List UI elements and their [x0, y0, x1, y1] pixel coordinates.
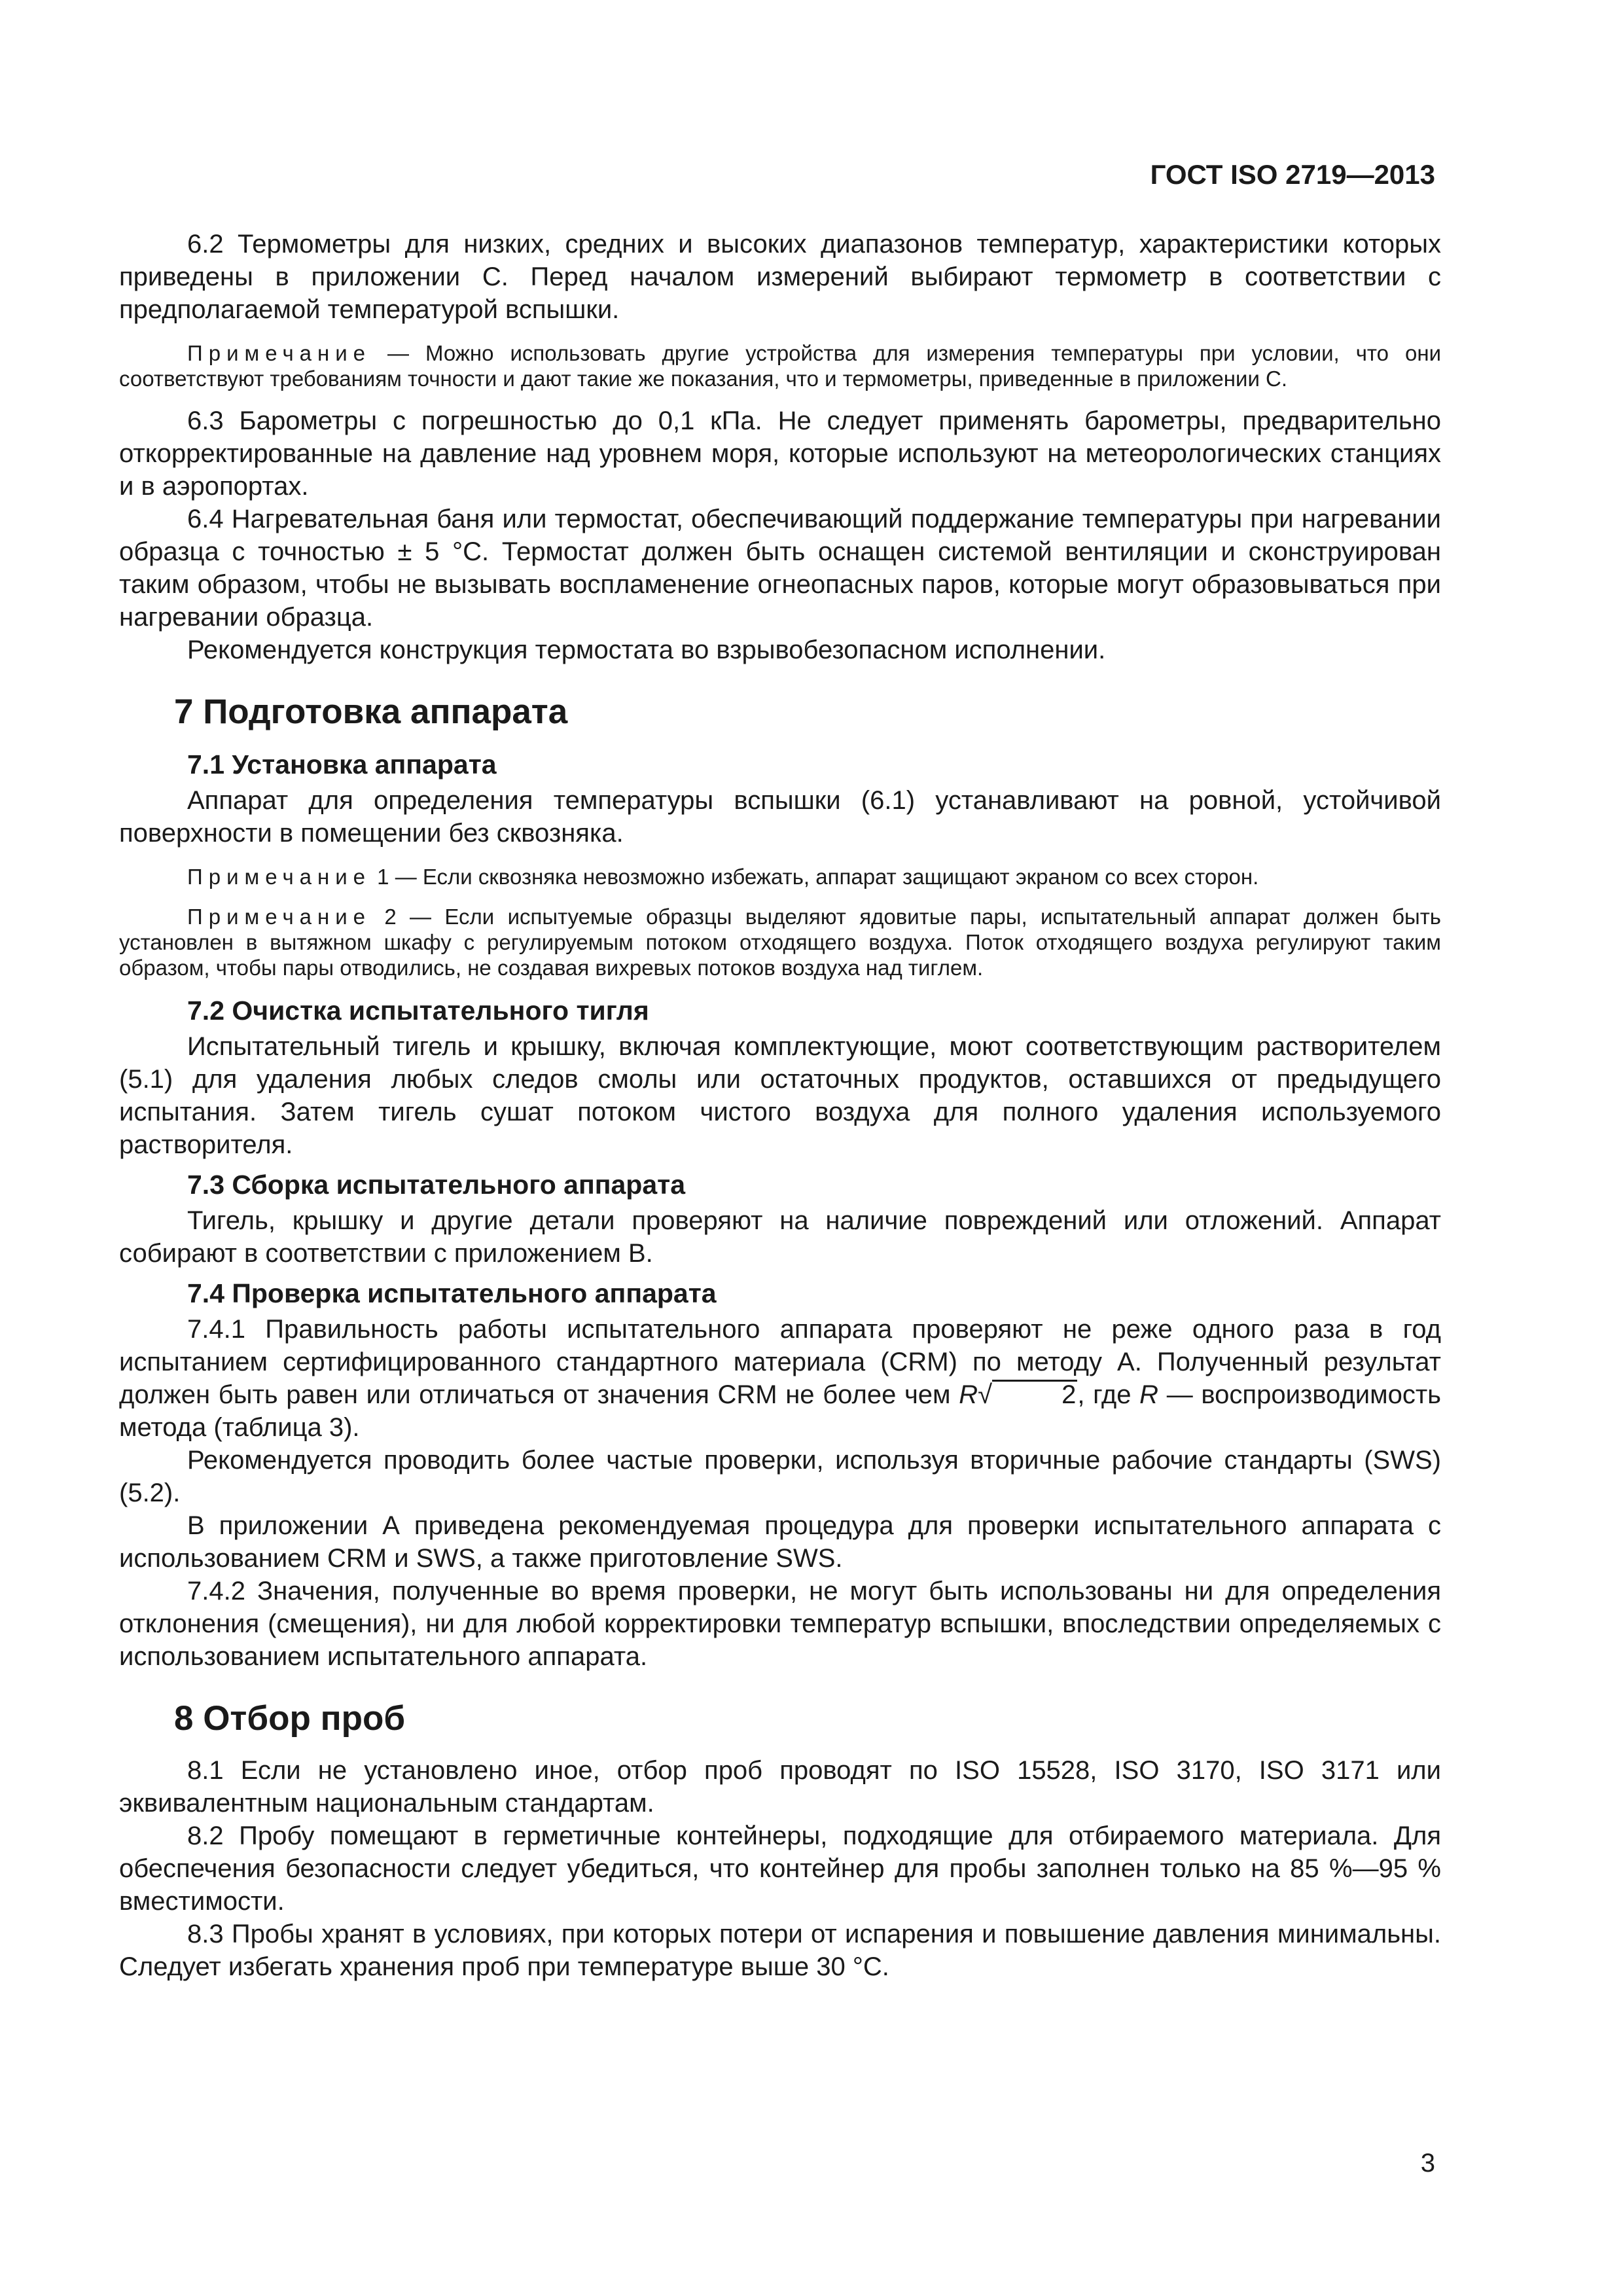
- clause-6-4: 6.4 Нагревательная баня или термостат, обеспечивающий поддержание температуры при нагревании образца с точностью ± 5 °С. Термостат должен быть оснащен системой вентиляции и сконструирован таким образом, чтобы не вызывать воспламенение огнеопасных паров, которые могут образовываться при нагревании образца.: [119, 505, 1441, 632]
- variable-r: R: [959, 1380, 978, 1409]
- note-text: 1 — Если сквозняка невозможно избежать, аппарат защищают экраном со всех сторон.: [371, 865, 1259, 889]
- clause-8-2: 8.2 Пробу помещают в герметичные контейнеры, подходящие для отбираемого материала. Для обеспечения безопасности следует убедиться, что контейнер для пробы заполнен только на 85 %—95 % вместимости.: [119, 1821, 1441, 1916]
- note-7-1-2: [119, 904, 1441, 980]
- subsection-7-4-heading: 7.4 Проверка испытательного аппарата: [187, 1278, 717, 1308]
- note-label: Примечание: [187, 905, 372, 929]
- note-text: — Можно использовать другие устройства для измерения температуры при условии, что они соответствуют требованиям точности и дают такие же показания, что и термометры, приведенные в приложении С.: [119, 341, 1441, 391]
- variable-r: R: [1139, 1380, 1159, 1409]
- clause-text-b: , где: [1077, 1380, 1140, 1409]
- clause-7-4-1: [119, 1313, 1441, 1444]
- clause-7-4-appendix-ref: В приложении А приведена рекомендуемая процедура для проверки испытательного аппарата с использованием CRM и SWS, а также приготовление SWS.: [119, 1511, 1441, 1573]
- clause-6-3: 6.3 Барометры с погрешностью до 0,1 кПа. Не следует применять барометры, предварительно откорректированные на давление над уровнем моря, которые используют на метеорологических станциях и в аэропортах.: [119, 406, 1441, 501]
- radicand: 2: [992, 1380, 1077, 1408]
- subsection-7-2-heading: 7.2 Очистка испытательного тигля: [187, 996, 649, 1026]
- section-7-heading: 7 Подготовка аппарата: [174, 692, 568, 731]
- subsection-7-3-heading: 7.3 Сборка испытательного аппарата: [187, 1170, 686, 1200]
- clause-text-c: — воспроизводимость метода (таблица 3).: [119, 1380, 1442, 1442]
- page-content: [119, 228, 1441, 1983]
- subsection-7-1-heading: 7.1 Установка аппарата: [187, 749, 497, 780]
- clause-6-4-recommendation: Рекомендуется конструкция термостата во взрывобезопасном исполнении.: [187, 636, 1106, 664]
- note-7-1-1: [119, 864, 1441, 889]
- note-text: 2 — Если испытуемые образцы выделяют ядовитые пары, испытательный аппарат должен быть установлен в вытяжном шкафу с регулируемым потоком отходящего воздуха. Поток отходящего воздуха регулируют таким образом, чтобы пары отводились, не создавая вихревых потоков воздуха над тиглем.: [119, 905, 1441, 980]
- page-header: ГОСТ ISO 2719—2013: [1150, 159, 1435, 190]
- note-label: Примечание: [187, 865, 372, 889]
- clause-7-4-recommendation: Рекомендуется проводить более частые проверки, используя вторичные рабочие стандарты (SWS) (5.2).: [119, 1446, 1441, 1507]
- sqrt-sign: √: [978, 1380, 993, 1409]
- note-6-2: [119, 340, 1441, 391]
- page-number: 3: [1420, 2149, 1435, 2178]
- clause-7-2: Испытательный тигель и крышку, включая комплектующие, моют соответствующим растворителем (5.1) для удаления любых следов смолы или остаточных продуктов, оставшихся от предыдущего испытания. Затем тигель сушат потоком чистого воздуха для полного удаления используемого растворителя.: [119, 1032, 1441, 1159]
- clause-8-3: 8.3 Пробы хранят в условиях, при которых потери от испарения и повышение давления минимальны. Следует избегать хранения проб при температуре выше 30 °С.: [119, 1920, 1441, 1981]
- clause-text-a: 7.4.1 Правильность работы испытательного аппарата проверяют не реже одного раза в год испытанием сертифицированного стандартного материала (CRM) по методу А. Полученный результат должен быть равен или отличаться от значения CRM не более чем: [119, 1315, 1441, 1409]
- clause-7-3: Тигель, крышку и другие детали проверяют на наличие повреждений или отложений. Аппарат собирают в соответствии с приложением В.: [119, 1206, 1441, 1268]
- note-label: Примечание: [187, 341, 372, 365]
- formula-r-sqrt2: [959, 1380, 1077, 1409]
- clause-8-1: 8.1 Если не установлено иное, отбор проб проводят по ISO 15528, ISO 3170, ISO 3171 или эквивалентным национальным стандартам.: [119, 1756, 1441, 1818]
- section-8-heading: 8 Отбор проб: [174, 1699, 406, 1738]
- clause-7-1: Аппарат для определения температуры вспышки (6.1) устанавливают на ровной, устойчивой поверхности в помещении без сквозняка.: [119, 786, 1441, 848]
- clause-6-2: 6.2 Термометры для низких, средних и высоких диапазонов температур, характеристики которых приведены в приложении С. Перед началом измерений выбирают термометр в соответствии с предполагаемой температурой вспышки.: [119, 230, 1441, 324]
- clause-7-4-2: 7.4.2 Значения, полученные во время проверки, не могут быть использованы ни для определения отклонения (смещения), ни для любой корректировки температур вспышки, впоследствии определяемых с использованием испытательного аппарата.: [119, 1577, 1441, 1671]
